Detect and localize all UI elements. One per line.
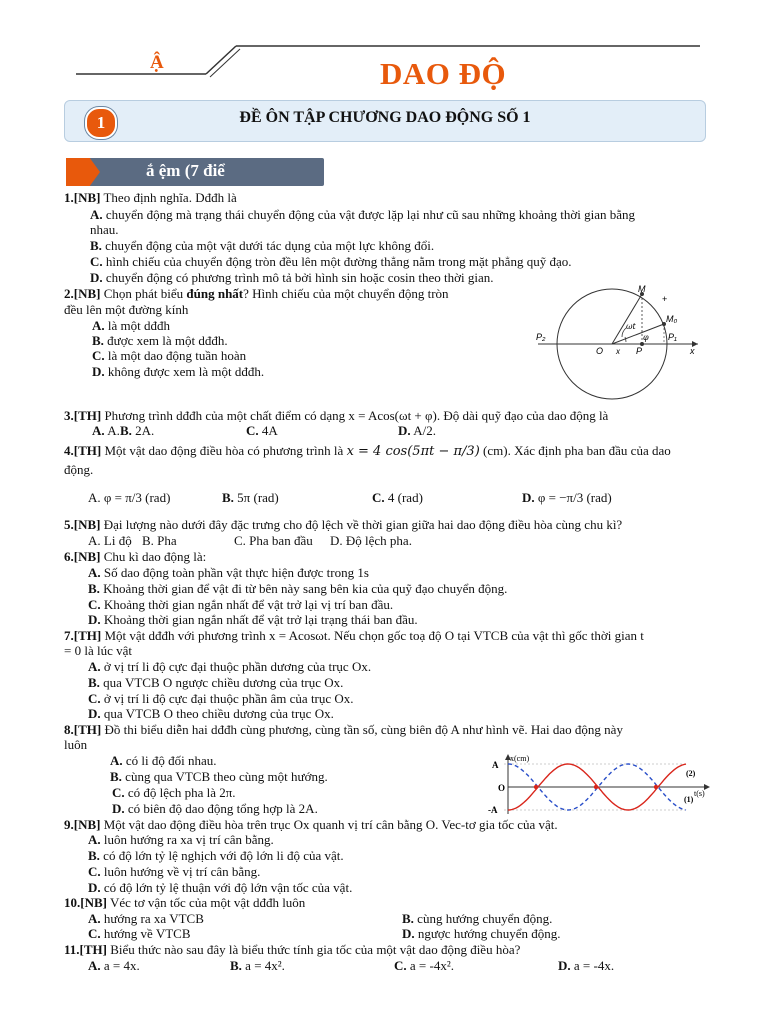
question-9-stem: 9.[NB] Một vật dao động điều hòa trên trục Ox quanh vị trí cân bằng O. Vec-tơ gia tốc của vật.: [64, 817, 558, 832]
question-2-stem: 2.[NB] Chọn phát biểu đúng nhất? Hình chiếu của một chuyển động tròn: [64, 286, 449, 301]
question-3-stem: 3.[TH] Phương trình dđđh của một chất điểm có dạng x = Acos(ωt + φ). Độ dài quỹ đạo của dao động là: [64, 408, 609, 423]
question-7-option-a: A. ở vị trí li độ cực đại thuộc phần dương của trục Ox.: [88, 659, 372, 674]
question-4-option-a: A. φ = π/3 (rad): [88, 490, 171, 505]
question-7-option-c: C. ở vị trí li độ cực đại thuộc phần âm của trục Ox.: [88, 691, 354, 706]
question-5-option-a: A. Li độ: [88, 533, 132, 548]
question-8-option-b: B. cùng qua VTCB theo cùng một hướng.: [110, 769, 328, 784]
question-4-stem-cont: động.: [64, 462, 94, 477]
question-9-option-c: C. luôn hướng về vị trí cân bằng.: [88, 864, 261, 879]
question-3-option-a: A. A.: [92, 423, 120, 438]
question-6-option-c: C. Khoảng thời gian ngắn nhất để vật trở lại vị trí ban đầu.: [88, 597, 394, 612]
label-series-1: (1): [684, 795, 694, 804]
question-2-option-b: B. được xem là một dđđh.: [92, 333, 228, 348]
label-P: P: [636, 346, 643, 356]
question-8-stem: 8.[TH] Đồ thi biểu diễn hai dđđh cùng phương, cùng tần số, cùng biên độ A như hình vẽ. Hai dao động này: [64, 722, 623, 737]
question-5-stem: 5.[NB] Đại lượng nào dưới đây đặc trưng cho độ lệch về thời gian giữa hai dao động điều hòa cùng chu kì?: [64, 517, 623, 532]
question-1-stem: 1.[NB] Theo định nghĩa. Dđđh là: [64, 190, 237, 205]
section-header: [66, 158, 324, 186]
question-4-stem: 4.[TH] Một vật dao động điều hòa có phương trình là x = 4 cos(5πt − π/3) (cm). Xác định pha ban đầu của dao: [64, 443, 671, 459]
question-2-stem-cont: đều lên một đường kính: [64, 302, 189, 317]
label-phi: φ: [643, 333, 649, 342]
two-oscillations-graph: [476, 752, 716, 816]
question-5-option-b: B. Pha: [142, 533, 177, 548]
question-5-option-d: D. Độ lệch pha.: [330, 533, 412, 548]
label-M: M: [638, 284, 646, 294]
question-7-option-b: B. qua VTCB O ngược chiều dương của trục Ox.: [88, 675, 344, 690]
question-10-option-d: D. ngược hướng chuyển động.: [402, 926, 561, 941]
header-title: DAO ĐỘ: [380, 56, 507, 91]
exam-banner: [64, 100, 706, 142]
question-10-option-a: A. hướng ra xa VTCB: [88, 911, 204, 926]
question-9-option-a: A. luôn hướng ra xa vị trí cân bằng.: [88, 832, 274, 847]
question-1-option-a: A. chuyển động mà trạng thái chuyển động của vật được lặp lại như cũ sau những khoảng thời gian bằng: [90, 207, 636, 222]
question-8-option-c: C. có độ lệch pha là 2π.: [112, 785, 236, 800]
question-1-option-b: B. chuyển động của một vật dưới tác dụng của một lực không đổi.: [90, 238, 435, 253]
question-4-option-b: B. 5π (rad): [222, 490, 279, 505]
label-negA: -A: [488, 805, 498, 815]
question-4-option-c: C. 4 (rad): [372, 490, 423, 505]
question-9-option-d: D. có độ lớn tỷ lệ thuận với độ lớn vận tốc của vật.: [88, 880, 353, 895]
question-6-option-b: B. Khoảng thời gian để vật đi từ bên này sang bên kia của quỹ đạo chuyển động.: [88, 581, 508, 596]
label-plus: +: [662, 294, 668, 304]
question-7-stem: 7.[TH] Một vật dđđh với phương trình x = Acosωt. Nếu chọn gốc toạ độ O tại VTCB của vật thì gốc thời gian t: [64, 628, 644, 643]
label-x-small: x: [616, 347, 620, 356]
question-3-option-c: C. 4A: [246, 423, 278, 438]
question-10-option-b: B. cùng hướng chuyển động.: [402, 911, 553, 926]
question-1-option-a-cont: nhau.: [90, 222, 119, 237]
question-11-option-a: A. a = 4x.: [88, 958, 140, 973]
question-10-option-c: C. hướng về VTCB: [88, 926, 191, 941]
banner-number-badge: 1: [85, 107, 117, 139]
label-ts: t(s): [694, 789, 705, 798]
label-series-2: (2): [686, 769, 696, 778]
banner-title: ĐỀ ÔN TẬP CHƯƠNG DAO ĐỘNG SỐ 1: [239, 109, 531, 126]
circular-motion-diagram: [530, 282, 710, 402]
question-6-option-d: D. Khoảng thời gian ngắn nhất để vật trở lại trạng thái ban đầu.: [88, 612, 418, 627]
question-4-option-d: D. φ = −π/3 (rad): [522, 490, 612, 505]
question-8-stem-cont: luôn: [64, 737, 88, 752]
section-title: ắ ệm (7 điể: [146, 161, 225, 180]
label-M0: M₀: [666, 314, 678, 324]
question-10-stem: 10.[NB] Véc tơ vận tốc của một vật dđđh luôn: [64, 895, 306, 910]
label-x-axis: x: [690, 346, 695, 356]
question-8-option-d: D. có biên độ dao động tổng hợp là 2A.: [112, 801, 318, 816]
label-P1: P₁: [668, 332, 677, 342]
question-1-option-c: C. hình chiếu của chuyển động tròn đều lên một đường thẳng nằm trong mặt phẳng quỹ đạo.: [90, 254, 572, 269]
label-origin: O: [498, 783, 506, 793]
question-5-option-c: C. Pha ban đầu: [234, 533, 313, 548]
question-11-option-c: C. a = -4x².: [394, 958, 454, 973]
label-omega-t: ωt: [626, 322, 636, 331]
question-3-option-b: B. 2A.: [120, 423, 155, 438]
question-9-option-b: B. có độ lớn tỷ lệ nghịch với độ lớn li độ của vật.: [88, 848, 344, 863]
question-2-option-d: D. không được xem là một dđđh.: [92, 364, 265, 379]
label-A: A: [492, 760, 499, 770]
section-arrow-icon: [66, 158, 100, 186]
label-xcm: x(cm): [510, 754, 530, 763]
question-2-option-c: C. là một dao động tuần hoàn: [92, 348, 247, 363]
question-6-stem: 6.[NB] Chu kì dao động là:: [64, 549, 207, 564]
question-2-option-a: A. là một dđđh: [92, 318, 170, 333]
question-4-equation: x = 4 cos(5πt − π/3): [346, 444, 480, 459]
question-8-option-a: A. có li độ đối nhau.: [110, 753, 217, 768]
label-O: O: [596, 346, 604, 356]
question-11-stem: 11.[TH] Biểu thức nào sau đây là biểu thức tính gia tốc của một vật dao động điều hòa?: [64, 942, 521, 957]
label-P2: P₂: [536, 332, 546, 342]
question-7-option-d: D. qua VTCB O theo chiều dương của trục Ox.: [88, 706, 334, 721]
question-1-option-d: D. chuyển động có phương trình mô tả bởi hình sin hoặc cosin theo thời gian.: [90, 270, 494, 285]
question-7-stem-cont: = 0 là lúc vật: [64, 643, 132, 658]
question-11-option-d: D. a = -4x.: [558, 958, 615, 973]
question-11-option-b: B. a = 4x².: [230, 958, 285, 973]
header-chapter-label: Ậ: [150, 52, 164, 73]
question-6-option-a: A. Số dao động toàn phần vật thực hiện được trong 1s: [88, 565, 369, 580]
question-3-option-d: D. A/2.: [398, 423, 436, 438]
